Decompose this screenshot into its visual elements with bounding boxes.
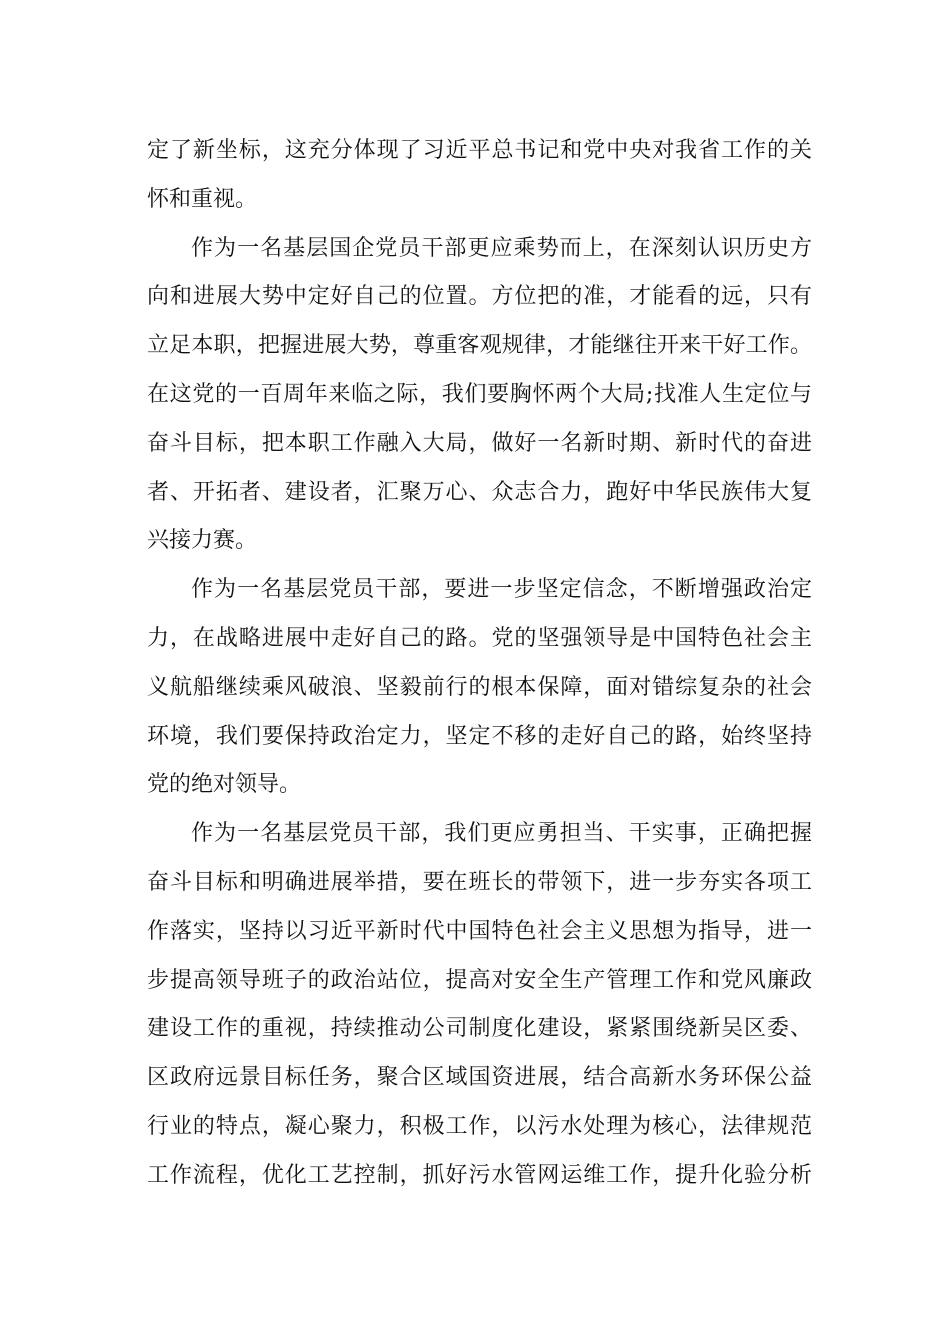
document-body xyxy=(147,127,812,1201)
text-line: 立足本职，把握进展大势，尊重客观规律，才能继往开来干好工作。 xyxy=(147,333,812,359)
text-line: 力，在战略进展中走好自己的路。党的坚强领导是中国特色社会主 xyxy=(147,625,812,651)
text-line: 党的绝对领导。 xyxy=(147,772,302,798)
text-line: 者、开拓者、建设者，汇聚万心、众志合力，跑好中华民族伟大复 xyxy=(147,479,812,505)
text-line: 区政府远景目标任务，聚合区域国资进展，结合高新水务环保公益 xyxy=(147,1065,812,1091)
text-line: 怀和重视。 xyxy=(147,186,258,212)
text-line: 步提高领导班子的政治站位，提高对安全生产管理工作和党风廉政 xyxy=(147,967,812,993)
text-line: 工作流程，优化工艺控制，抓好污水管网运维工作，提升化验分析 xyxy=(147,1162,812,1188)
text-line: 作落实，坚持以习近平新时代中国特色社会主义思想为指导，进一 xyxy=(147,918,812,944)
text-line: 作为一名基层党员干部，要进一步坚定信念，不断增强政治定 xyxy=(191,577,812,603)
paragraph xyxy=(147,127,812,225)
text-line: 在这党的一百周年来临之际，我们要胸怀两个大局;找准人生定位与 xyxy=(147,381,812,407)
text-line: 义航船继续乘风破浪、坚毅前行的根本保障，面对错综复杂的社会 xyxy=(147,674,812,700)
text-line: 作为一名基层党员干部，我们更应勇担当、干实事，正确把握 xyxy=(191,821,812,847)
text-line: 兴接力赛。 xyxy=(147,528,258,554)
text-line: 定了新坐标，这充分体现了习近平总书记和党中央对我省工作的关 xyxy=(147,138,812,163)
text-line: 建设工作的重视，持续推动公司制度化建设，紧紧围绕新吴区委、 xyxy=(147,1016,812,1042)
paragraph xyxy=(147,225,812,567)
paragraph xyxy=(147,810,812,1200)
text-line: 向和进展大势中定好自己的位置。方位把的准，才能看的远，只有 xyxy=(147,284,812,310)
text-line: 奋斗目标，把本职工作融入大局，做好一名新时期、新时代的奋进 xyxy=(147,430,812,456)
paragraph xyxy=(147,566,812,810)
text-line: 行业的特点，凝心聚力，积极工作，以污水处理为核心，法律规范 xyxy=(147,1113,812,1139)
text-line: 环境，我们要保持政治定力，坚定不移的走好自己的路，始终坚持 xyxy=(147,723,812,749)
text-line: 奋斗目标和明确进展举措，要在班长的带领下，进一步夯实各项工 xyxy=(147,869,812,895)
text-line: 作为一名基层国企党员干部更应乘势而上，在深刻认识历史方 xyxy=(191,235,812,261)
